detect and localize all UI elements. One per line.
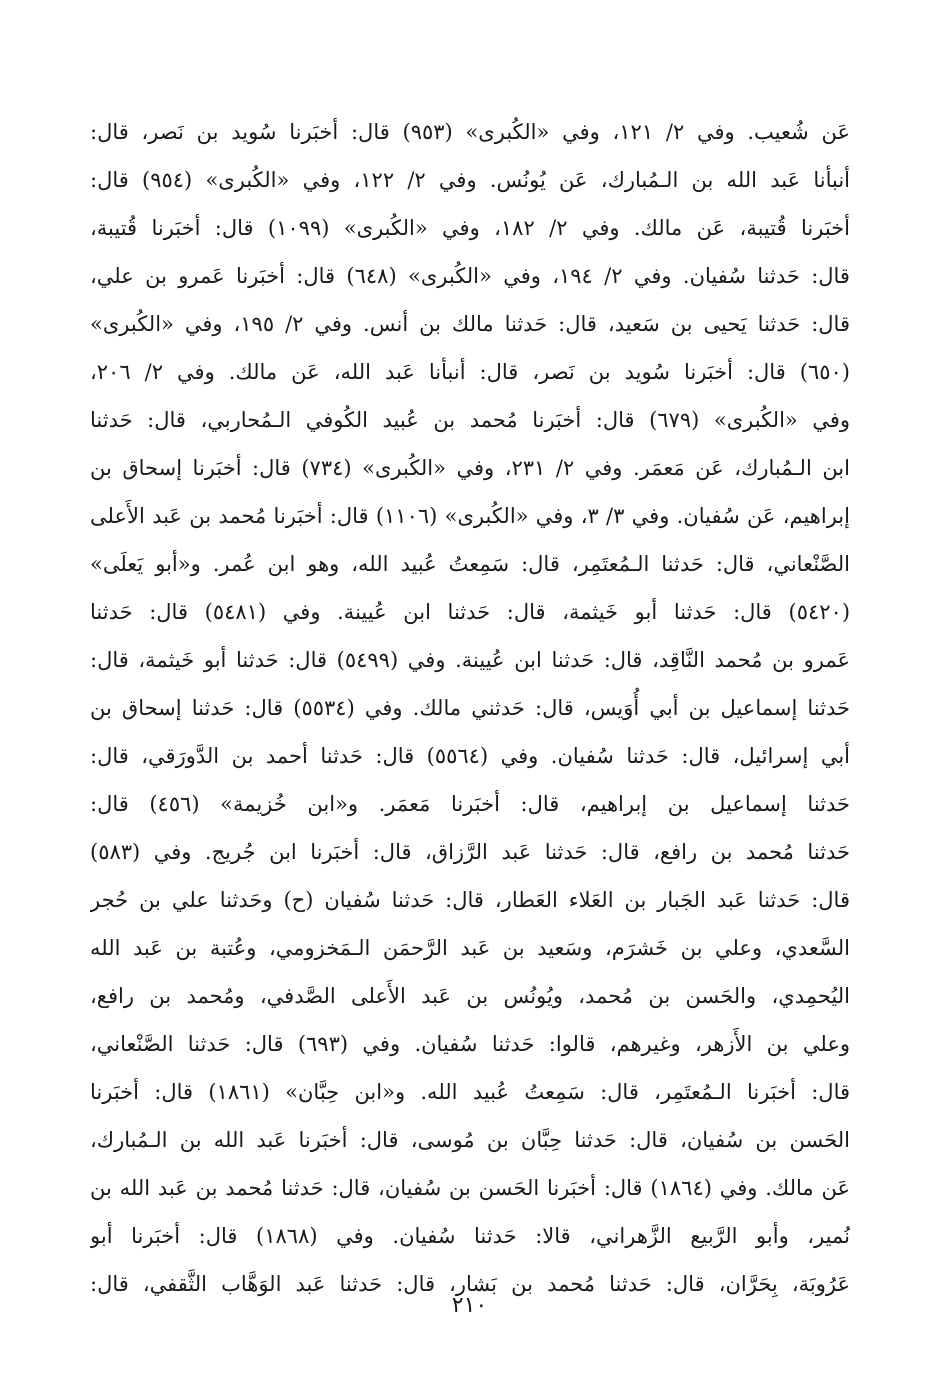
page-number: ٢١٠ xyxy=(451,1293,488,1318)
text-line: السَّعدي، وعلي بن خَشرَم، وسَعيد بن عَبد الرَّحمَن الـمَخزومي، وعُتبة بن عَبد الله xyxy=(90,936,850,960)
text-line: قال: حَدثنا عَبد الجَبار بن العَلاء العَطار، قال: حَدثنا سُفيان (ح) وحَدثنا علي بن حُجر xyxy=(90,888,850,912)
text-line: إبراهيم، عَن سُفيان. وفي ٣/ ٣، وفي «الكُبرى» (١١٠٦) قال: أخبَرنا مُحمد بن عَبد الأَعلى xyxy=(90,504,850,528)
text-line: أخبَرنا قُتيبة، عَن مالك. وفي ٢/ ١٨٢، وفي «الكُبرى» (١٠٩٩) قال: أخبَرنا قُتيبة، xyxy=(90,216,850,240)
text-line: اليُحمِدي، والحَسن بن مُحمد، ويُونُس بن عَبد الأَعلى الصَّدفي، ومُحمد بن رافع، xyxy=(90,984,850,1008)
text-line: قال: أخبَرنا الـمُعتَمِر، قال: سَمِعتُ عُبيد الله. و«ابن حِبَّان» (١٨٦١) قال: أخبَرنا xyxy=(90,1080,850,1104)
text-line: (٦٥٠) قال: أخبَرنا سُويد بن نَصر، قال: أنبأنا عَبد الله، عَن مالك. وفي ٢/ ٢٠٦، xyxy=(90,360,850,384)
text-line: الحَسن بن سُفيان، قال: حَدثنا حِبَّان بن مُوسى، قال: أخبَرنا عَبد الله بن الـمُبارك، xyxy=(90,1128,850,1152)
text-line: قال: حَدثنا سُفيان. وفي ٢/ ١٩٤، وفي «الكُبرى» (٦٤٨) قال: أخبَرنا عَمرو بن علي، xyxy=(90,264,850,288)
text-line: الصَّنْعاني، قال: حَدثنا الـمُعتَمِر، قال: سَمِعتُ عُبيد الله، وهو ابن عُمر. و«أبو يَعلَى» xyxy=(90,552,850,576)
text-line: نُمير، وأبو الرَّبيع الزَّهراني، قالا: حَدثنا سُفيان. وفي (١٨٦٨) قال: أخبَرنا أبو xyxy=(90,1224,850,1248)
text-line: عَرُوبَة، بِحَرَّان، قال: حَدثنا مُحمد بن بَشار، قال: حَدثنا عَبد الوَهَّاب الثَّقفي، قال: xyxy=(90,1272,850,1296)
text-line: حَدثنا مُحمد بن رافع، قال: حَدثنا عَبد الرَّزاق، قال: أخبَرنا ابن جُريج. وفي (٥٨٣) xyxy=(90,840,850,864)
text-line: عَن مالك. وفي (١٨٦٤) قال: أخبَرنا الحَسن بن سُفيان، قال: حَدثنا مُحمد بن عَبد الله بن xyxy=(90,1176,850,1200)
text-line: حَدثنا إسماعيل بن إبراهيم، قال: أخبَرنا مَعمَر. و«ابن خُزيمة» (٤٥٦) قال: xyxy=(90,792,850,816)
text-line: قال: حَدثنا يَحيى بن سَعيد، قال: حَدثنا مالك بن أنس. وفي ٢/ ١٩٥، وفي «الكُبرى» xyxy=(90,312,850,336)
text-line: ابن الـمُبارك، عَن مَعمَر. وفي ٢/ ٢٣١، وفي «الكُبرى» (٧٣٤) قال: أخبَرنا إسحاق بن xyxy=(90,456,850,480)
text-line: أنبأنا عَبد الله بن الـمُبارك، عَن يُونُس. وفي ٢/ ١٢٢، وفي «الكُبرى» (٩٥٤) قال: xyxy=(90,168,850,192)
body-text xyxy=(90,108,850,1308)
text-line: (٥٤٢٠) قال: حَدثنا أبو خَيثمة، قال: حَدثنا ابن عُيينة. وفي (٥٤٨١) قال: حَدثنا xyxy=(90,600,850,624)
text-line: عَمرو بن مُحمد النَّاقِد، قال: حَدثنا ابن عُيينة. وفي (٥٤٩٩) قال: حَدثنا أبو خَيثمة، قال: xyxy=(90,648,850,672)
text-line: حَدثنا إسماعيل بن أبي أُوَيس، قال: حَدثني مالك. وفي (٥٥٣٤) قال: حَدثنا إسحاق بن xyxy=(90,696,850,720)
text-line: عَن شُعيب. وفي ٢/ ١٢١، وفي «الكُبرى» (٩٥٣) قال: أخبَرنا سُويد بن نَصر، قال: xyxy=(90,120,850,144)
text-line: أبي إسرائيل، قال: حَدثنا سُفيان. وفي (٥٥٦٤) قال: حَدثنا أحمد بن الدَّورَقي، قال: xyxy=(90,744,850,768)
text-line: وعلي بن الأَزهر، وغيرهم، قالوا: حَدثنا سُفيان. وفي (٦٩٣) قال: حَدثنا الصَّنْعاني، xyxy=(90,1032,850,1056)
text-line: وفي «الكُبرى» (٦٧٩) قال: أخبَرنا مُحمد بن عُبيد الكُوفي الـمُحاربي، قال: حَدثنا xyxy=(90,408,850,432)
